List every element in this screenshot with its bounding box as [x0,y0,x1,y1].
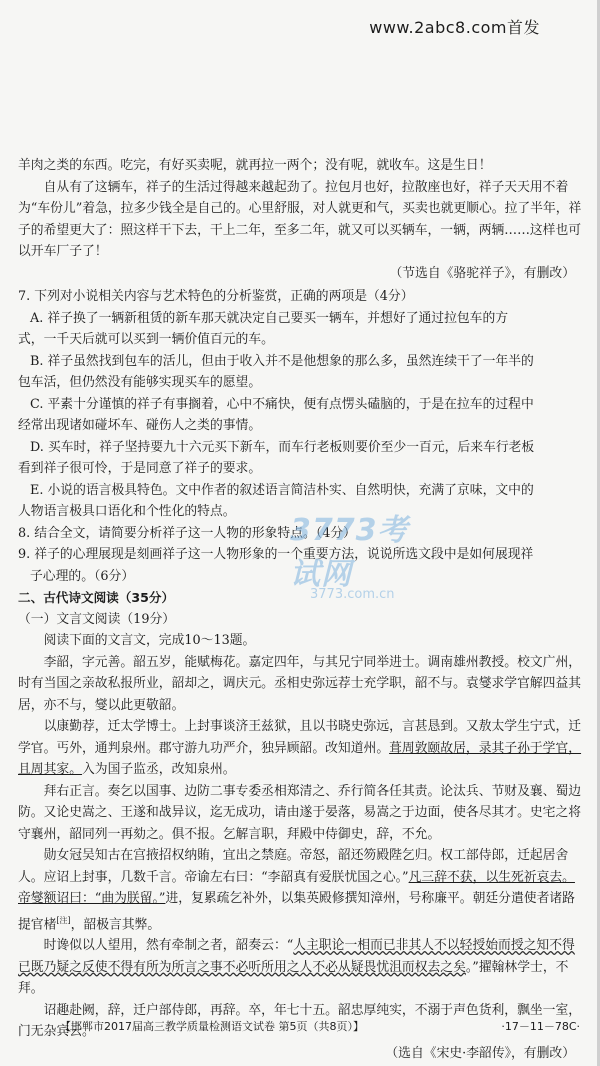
text-span: ，韶极言其弊。 [70,916,161,932]
option-a: A. 祥子换了一辆新租赁的新车那天就决定自己要买一辆车，并想好了通过拉包车的方 [30,310,509,326]
option-b-cont: 包车活，但仍然没有能够实现买车的愿望。 [18,375,262,390]
classical-source: （选自《宋史·李韶传》，有删改） [385,1045,575,1061]
classical-paragraph: 拜右正言。奏乞以国事、边防二事专委丞相郑清之、乔行简各任其责。论汰兵、节财及襄、蜀边防。又论史嵩之、王遂和战异议，迄无成功，请由遂于晏落，易嵩之于边面，使各尽其才。史宅之将守襄州，韶同列一再劾之。俱不报。乞解言职，拜殿中侍御史，辞，不允。 [18,783,582,842]
section-2-title: 二、古代诗文阅读（35分） [18,590,175,605]
option-b: B. 祥子虽然找到包车的活儿，但由于收入并不是他想象的那么多，虽然连续干了一年半的 [30,353,534,369]
question-9-cont: 子心理的。（6分） [30,568,135,584]
passage-paragraph: 羊肉之类的东西。吃完，有好买卖呢，就再拉一两个；没有呢，就收车。这是生日！ [18,158,492,173]
question-7-stem: 7. 下列对小说相关内容与艺术特色的分析鉴赏，正确的两项是（4分） [18,289,414,304]
classical-paragraph [18,935,583,1000]
passage-paragraph: 自从有了这辆车，祥子的生活过得越来越起劲了。拉包月也好，拉散座也好，祥子天天用不着为“车份儿”着急，拉多少钱全是自己的。心里舒服，对人就更和气，买卖也就更顺心。拉了半年，祥子的希望更大了：照这样干下去，干上二年，至多二年，就又可以买辆车，一辆，两辆……这样也可以开车厂子了！ [18,179,582,259]
watermark-url: 3773.com.cn [310,587,395,602]
site-header[interactable]: www.2abc8.com首发 [369,18,540,37]
watermark-logo: 3773考试网 [290,513,409,592]
footnote-marker: [注] [56,915,71,925]
underlined-sentence: 葺周敦颐故居，录其子孙于学官，且周其家。 [18,740,582,777]
underlined-sentence: 凡三辞不获，以生死祈哀去。帝燮额诏曰：“曲为朕留。” [18,869,575,906]
watermark [290,505,430,602]
text-span: 进，复累疏乞补外，以集英殿修撰知漳州，号称廉平。朝廷分遣使者诸路提官楮 [18,891,575,932]
text-span: 入为国子监丞，改知泉州。 [81,762,236,777]
option-e-cont: 人物语言极具口语化和个性化的特点。 [18,504,236,519]
header [0,15,600,55]
question-8: 8. 结合全文，请简要分析祥子这一人物的形象特点。（4分） [18,525,356,541]
classical-paragraph [18,716,583,781]
subsection-title: （一）文言文阅读（19分） [18,611,176,627]
footer-title: 【邯郸市2017届高三教学质量检测语文试卷 第5页（共8页）】 [60,1020,364,1033]
option-c-cont: 经常出现诸如碰坏车、碰伤人之类的事情。 [18,418,262,433]
classical-paragraph: 李韶，字元善。韶五岁，能赋梅花。嘉定四年，与其兄宁同举进士。调南雄州教授。校文广州，时有当国之亲故私报所业，韶却之，调庆元。丞相史弥远荐士充学职，韶不与。袁燮求学官解四益其居，亦不与，燮以此更敬韶。 [18,654,582,713]
text-span: 勋女冠吴知古在宫掖招权纳賄，宜出之禁庭。帝怒，韶还笏殿陛乞归。权工部侍郎，迁起居舍人。应诏上封事，几数千言。帝谕左右曰：“李韶真有爱朕忧国之心。” [18,848,569,885]
question-9: 9. 祥子的心理展现是刻画祥子这一人物形象的一个重要方法，说说所选文段中是如何展现祥 [18,547,534,562]
option-c: C. 平素十分谨慎的祥子有事搁着，心中不痛快，便有点愣头磕脑的，于是在拉车的过程中 [30,396,534,412]
wavy-underlined-sentence: 人主职论一相而已非其人不以轻授始而授之知不得已既乃疑之反使不得有所为所言之事不必听所用之人不必从疑畏忧沮而权去之矣 [18,938,575,975]
passage-source: （节选自《骆驼祥子》，有删改） [389,265,575,281]
classical-paragraph [18,845,583,935]
footer-code: ·17－11－78C· [501,1020,580,1033]
text-span: 时谗似以人望用，然有牵制之者，韶奏云：“ [43,938,294,954]
document-body [18,155,583,1064]
option-e: E. 小说的语言极具特色。文中作者的叙述语言简洁朴实、自然明快，充满了京味，文中的 [30,482,534,498]
classical-paragraph: 诏趣赴阙，辞，迁户部侍郎，再辞。卒，年七十五。韶忠厚纯实，不溺于声色货利，飘坐一室，门无杂宾云。 [18,1002,582,1040]
instruction: 阅读下面的文言文，完成10～13题。 [43,633,256,648]
option-d-cont: 看到祥子很可怜，于是同意了祥子的要求。 [18,461,262,476]
text-span: 。”擢翰林学士，不拜。 [18,959,569,997]
footer [60,1018,580,1034]
text-span: 以康勤荐，迁太学博士。上封事谈济王兹狱，且以书晓史弥远，言甚恳到。又敖太学生宁式，迁学官。丐外，通判泉州。郡守游九功严介，独异顾韶。改知道州。 [18,719,582,756]
option-d: D. 买车时，祥子坚持要九十六元买下新车，而车行老板则要价至少一百元，后来车行老板 [30,439,535,455]
option-a-cont: 式，一千天后就可以买到一辆价值百元的车。 [18,332,274,347]
